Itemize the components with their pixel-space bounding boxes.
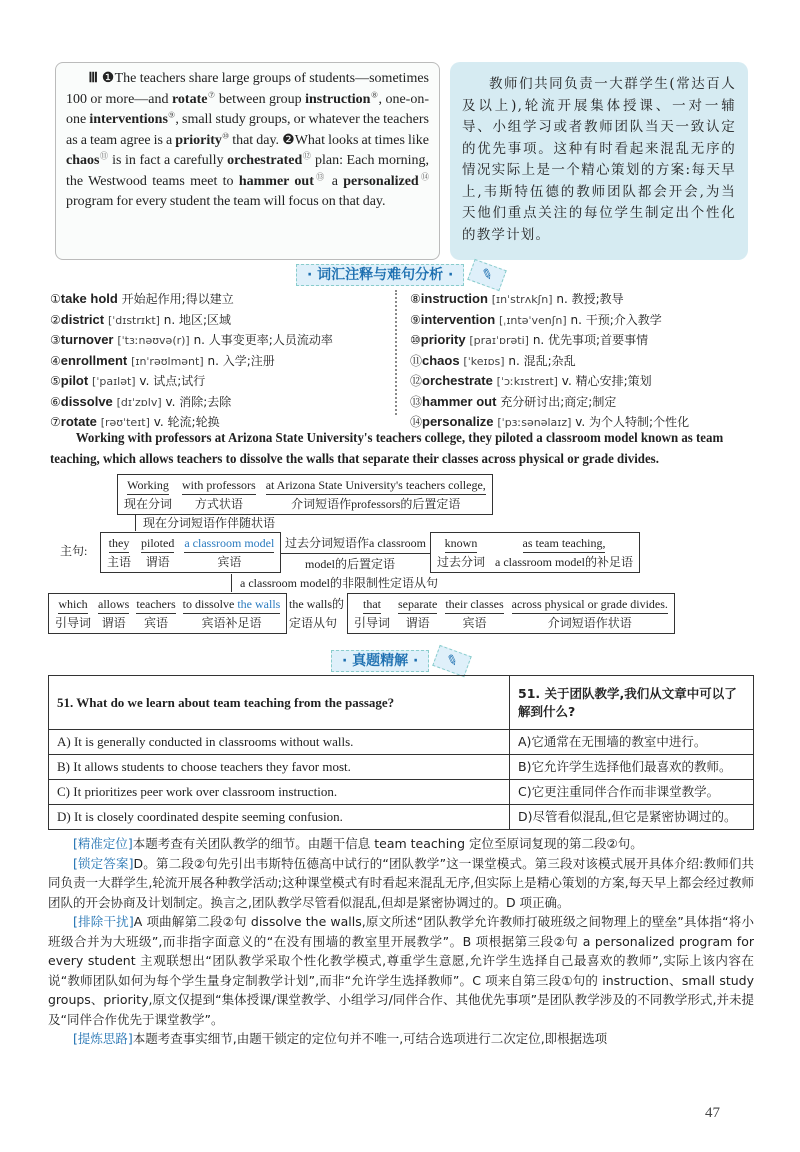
diagram-word-text: piloted <box>141 536 175 550</box>
diagram-cell <box>495 534 633 571</box>
diagram-word-text: across physical or grade divides. <box>511 597 668 611</box>
diagram-cell <box>354 595 390 632</box>
vocab-number: ⑭ <box>410 415 423 429</box>
option-row <box>49 755 754 780</box>
vocab-definition: v. 轮流;轮换 <box>153 415 220 429</box>
diagram-word <box>183 595 281 614</box>
passage-text: between group <box>215 91 306 107</box>
vocab-definition: v. 精心安排;策划 <box>561 374 652 388</box>
vocab-phonetic: [ˈpaɪlət] <box>92 375 136 388</box>
diagram-word-text: allows <box>98 597 130 611</box>
diagram-cell <box>183 595 281 632</box>
diagram-word-text: separate <box>398 597 438 611</box>
translation-text: 教师们共同负责一大群学生(常达百人及以上),轮流开展集体授课、一对一辅导、小组学习或者教师团队当天一致认定的优先事项。这种有时看起来混乱无序的情况实际上是一个精心策划的方案:每天早上,韦斯特伍德的教师团队都会开会,为当天他们重点关注的每位学生制定出个性化的教学计划。 <box>462 76 736 243</box>
option-en: A) It is generally conducted in classrooms without walls. <box>49 730 510 755</box>
diagram-word <box>266 476 486 495</box>
passage-text: a <box>326 173 344 189</box>
vocab-number: ④ <box>50 353 61 368</box>
vocab-word: dissolve <box>60 393 113 409</box>
vocab-word: orchestrate <box>422 373 493 388</box>
diagram-cell <box>182 476 256 513</box>
passage-text: is in fact a carefully <box>108 153 228 168</box>
diagram-word-text: with professors <box>182 478 256 492</box>
diagram-word <box>141 534 174 553</box>
attributive-clause-box <box>347 593 675 634</box>
vocab-definition: n. 入学;注册 <box>207 353 275 368</box>
diagram-word-text: to dissolve <box>182 597 235 611</box>
vocab-phonetic: [ˈdɪstrɪkt] <box>107 313 160 327</box>
vocab-item <box>410 330 755 351</box>
vocab-phonetic: [ˈɔːkɪstreɪt] <box>496 375 558 388</box>
option-row <box>49 730 754 755</box>
diagram-cell <box>136 595 175 632</box>
analysis-text: 本题考查有关团队教学的细节。由题干信息 team teaching 定位至原词复现的第二段②句。 <box>132 836 643 851</box>
chinese-translation <box>450 62 748 260</box>
vocab-number: ⑩ <box>410 333 421 347</box>
diagram-role: 过去分词 <box>437 555 486 569</box>
diagram-word-text: Working <box>127 478 169 492</box>
vocab-definition: 充分研讨出;商定;制定 <box>500 394 617 409</box>
arrow-label: the walls的 <box>289 597 344 611</box>
section-title: · 词汇注释与难句分析 · <box>296 264 464 286</box>
vocab-definition: v. 试点;试行 <box>139 374 206 388</box>
analysis-paragraph <box>48 834 754 854</box>
vocab-item <box>50 371 390 392</box>
arrow-down <box>135 514 136 531</box>
analysis-paragraph <box>48 912 754 1029</box>
vocab-definition: n. 干预;介入教学 <box>570 312 662 327</box>
vocab-word: chaos <box>422 352 460 368</box>
arrow-label: 定语从句 <box>289 616 338 630</box>
english-passage <box>55 62 440 260</box>
analysis-text: A 项曲解第二段②句 dissolve the walls,原文所述“团队教学允许教师打破班级之间物理上的壁垒”具体指“将小班级合并为大班级”,而非指字面意义的“在没有围墙的教室里开展教学”。B 项根据第三段②句 a personalized program for every student 主观联想出“团队教学采取个性化教学模式,尊重学生意愿,允许学生选择自己最喜欢的教师”,实际上该内容在说“教师团队如何为每个学生量身定制教学计划”,而非“允许学生选择教师”。C 项来自第三段①句的 instruction、small study groups、priority,原文仅提到“集体授课/课堂教学、小组学习/同伴合作、其他优先事项”是团队教学涉及的不同教学形式,并未提及“同伴合作优先于课堂教学”。 <box>48 914 754 1027</box>
vocab-phonetic: [ˈkeɪɒs] <box>463 354 505 368</box>
diagram-role: 宾语 <box>462 616 487 630</box>
arrow-label: model的后置定语 <box>305 557 395 571</box>
vocab-phonetic: [rəʊˈteɪt] <box>100 416 150 429</box>
diagram-role: 方式状语 <box>194 497 243 511</box>
analysis-tag: [精准定位] <box>73 836 133 851</box>
diagram-word-text: teachers <box>136 597 176 611</box>
arrow-label: 现在分词短语作伴随状语 <box>143 516 276 530</box>
difficult-sentence: Working with professors at Arizona State University's teachers college, they piloted a classroom model known as team teaching, which allows teachers to dissolve the walls that separate their classes across physical or grade divides. <box>50 431 724 467</box>
passage-text: , one-on-one <box>66 91 429 127</box>
vocab-definition: n. 混乱;杂乱 <box>508 353 576 368</box>
participle-phrase-box <box>117 474 493 515</box>
vocab-number: ⑤ <box>50 374 61 388</box>
vocab-number: ⑪ <box>410 353 423 368</box>
diagram-word-text: as team teaching, <box>522 536 606 550</box>
analysis-text: D。第二段②句先引出韦斯特伍德高中试行的“团队教学”这一课堂模式。第三段对该模式展开具体介绍:教师们共同负责一大群学生,轮流开展各种教学活动;这种课堂模式有时看起来混乱无序,但实际上是精心策划的方案,每天早上都会经过教师团队的开会协商及计划制定。换言之,团队教学尽管看似混乱,但却是紧密协调过的。D 项正确。 <box>48 855 754 910</box>
arrow-up <box>231 574 232 592</box>
diagram-role: 宾语 <box>217 555 242 569</box>
vocab-word: pilot <box>60 373 89 388</box>
diagram-word-text: their classes <box>445 597 504 611</box>
relative-clause-box <box>48 593 287 634</box>
keyword: personalized <box>343 173 419 189</box>
diagram-cell <box>398 595 437 632</box>
diagram-word <box>445 534 478 553</box>
keyword: interventions <box>89 112 168 127</box>
answer-analysis <box>48 834 754 1049</box>
vocab-definition: v. 为个人特制;个性化 <box>575 415 690 429</box>
pen-icon: ✎ <box>433 645 472 677</box>
vocab-word: district <box>60 311 105 327</box>
note-ref: ⑭ <box>418 171 430 181</box>
diagram-cell <box>512 595 668 632</box>
passage-text: What looks at times like <box>294 132 429 148</box>
vocab-word: rotate <box>60 414 97 429</box>
vocab-list-right <box>410 289 755 433</box>
vocab-item <box>50 351 390 372</box>
diagram-role: 谓语 <box>405 616 430 630</box>
vocab-definition: v. 消除;去除 <box>165 394 232 409</box>
diagram-word-text: at Arizona State University's teachers college, <box>265 478 486 492</box>
main-clause-box <box>100 532 281 573</box>
vocab-number: ⑨ <box>410 312 421 327</box>
diagram-role: 介词短语作状语 <box>547 616 632 630</box>
keyword: priority <box>175 132 222 148</box>
main-clause-label: 主句: <box>60 544 88 558</box>
keyword: hammer out <box>238 173 314 189</box>
analysis-tag: [提炼思路] <box>73 1031 133 1046</box>
diagram-role: 谓语 <box>145 555 170 569</box>
divider <box>395 290 401 415</box>
question-row <box>49 676 754 730</box>
vocab-item <box>410 351 755 372</box>
option-en: C) It prioritizes peer work over classroom instruction. <box>49 780 510 805</box>
diagram-word <box>363 595 381 614</box>
diagram-role: 引导词 <box>354 616 391 630</box>
question-en: 51. What do we learn about team teaching from the passage? <box>49 676 510 730</box>
vocab-list-left <box>50 289 390 433</box>
vocab-definition: n. 优先事项;首要事情 <box>532 333 649 347</box>
option-row <box>49 780 754 805</box>
vocab-item <box>410 289 755 310</box>
vocab-phonetic: [ˌɪntəˈvenʃn] <box>499 313 567 327</box>
analysis-tag: [锁定答案] <box>73 855 134 871</box>
option-zh: A)它通常在无围墙的教室中进行。 <box>510 730 754 755</box>
option-row <box>49 805 754 830</box>
paragraph-mark: Ⅲ <box>88 71 99 86</box>
analysis-tag: [排除干扰] <box>73 914 134 929</box>
diagram-word-text: they <box>108 536 130 550</box>
past-participle-box <box>430 532 640 573</box>
diagram-word-text: a classroom model <box>184 536 275 550</box>
vocab-item <box>410 310 755 331</box>
vocab-definition: n. 教授;教导 <box>556 292 624 306</box>
sentence-mark: ❷ <box>282 132 295 148</box>
arrow-left <box>281 553 430 554</box>
vocab-word: enrollment <box>60 352 128 368</box>
vocab-item <box>50 392 390 413</box>
diagram-word <box>136 595 175 614</box>
diagram-role: 引导词 <box>55 616 92 630</box>
question-zh: 51. 关于团队教学,我们从文章中可以了解到什么? <box>510 676 754 730</box>
diagram-word <box>398 595 437 614</box>
keyword: rotate <box>171 91 208 107</box>
vocab-phonetic: [ˈpɜːsənəlaɪz] <box>497 416 572 429</box>
diagram-word-highlight: the walls <box>237 597 281 611</box>
passage-text: , small study groups, or whatever the teachers as a team agree is a <box>66 112 429 148</box>
vocab-phonetic: [ɪnˈstrʌkʃn] <box>491 293 553 306</box>
sentence-mark: ❶ <box>101 71 115 86</box>
diagram-role: a classroom model的补足语 <box>495 555 633 569</box>
pen-icon: ✎ <box>468 259 507 291</box>
diagram-word <box>512 595 668 614</box>
note-ref: ⑩ <box>221 130 230 140</box>
vocab-word: hammer out <box>422 393 497 409</box>
diagram-role: 介词短语作professors的后置定语 <box>291 497 461 511</box>
vocab-word: intervention <box>420 311 496 327</box>
diagram-word-text: that <box>363 597 381 611</box>
vocab-word: personalize <box>422 414 494 429</box>
passage-text: The teachers share large groups of students—sometimes 100 or more—and <box>66 71 429 107</box>
option-zh: C)它更注重同伴合作而非课堂教学。 <box>510 780 754 805</box>
passage-text: program for every student the team will focus on that day. <box>66 194 386 209</box>
page-number: 47 <box>705 1105 720 1121</box>
vocab-phonetic: [dɪˈzɒlv] <box>116 395 162 409</box>
diagram-cell <box>124 476 172 513</box>
arrow-label: a classroom model的非限制性定语从句 <box>240 576 438 590</box>
diagram-word-text: which <box>58 597 88 611</box>
vocab-phonetic: [praɪˈɒrəti] <box>469 334 529 347</box>
diagram-word <box>58 595 87 614</box>
diagram-word <box>98 595 129 614</box>
question-table <box>48 675 754 830</box>
note-ref: ⑧ <box>370 89 379 99</box>
diagram-cell <box>98 595 129 632</box>
section-title: · 真题精解 · <box>331 650 429 672</box>
diagram-word <box>109 534 130 553</box>
diagram-cell <box>107 534 131 571</box>
diagram-word <box>127 476 169 495</box>
vocab-word: priority <box>420 332 466 347</box>
vocab-number: ⑥ <box>50 394 61 409</box>
vocab-number: ⑦ <box>50 415 61 429</box>
vocab-definition: 开始起作用;得以建立 <box>121 292 234 306</box>
exam-section-header <box>0 650 800 672</box>
analysis-text: 本题考查事实细节,由题干锁定的定位句并不唯一,可结合选项进行二次定位,即根据选项 <box>132 1031 608 1046</box>
vocab-definition: n. 地区;区域 <box>163 312 232 327</box>
arrow-label: 过去分词短语作a classroom <box>285 536 426 550</box>
diagram-cell <box>445 595 503 632</box>
diagram-role: 现在分词 <box>124 497 173 511</box>
diagram-cell <box>437 534 485 571</box>
vocab-item <box>50 310 390 331</box>
vocab-number: ② <box>50 312 61 327</box>
note-ref: ⑬ <box>313 171 327 181</box>
vocab-number: ⑫ <box>410 374 423 388</box>
note-ref: ⑫ <box>302 151 312 161</box>
diagram-role: 宾语补足语 <box>201 616 262 630</box>
vocab-phonetic: [ˈtɜːnəʊvə(r)] <box>117 334 190 347</box>
keyword: orchestrated <box>227 153 303 168</box>
vocab-number: ⑬ <box>410 394 423 409</box>
option-zh: D)尽管看似混乱,但它是紧密协调过的。 <box>510 805 754 830</box>
diagram-word <box>184 534 274 553</box>
vocab-word: turnover <box>60 332 114 347</box>
vocab-section-header <box>0 264 800 286</box>
diagram-word <box>523 534 606 553</box>
diagram-role: 主语 <box>107 555 132 569</box>
diagram-word-text: known <box>444 536 478 550</box>
analysis-paragraph <box>48 1029 754 1049</box>
diagram-word <box>182 476 256 495</box>
vocab-item <box>410 371 755 392</box>
note-ref: ⑦ <box>207 89 216 99</box>
vocab-word: instruction <box>420 291 488 306</box>
vocab-number: ③ <box>50 333 61 347</box>
note-ref: ⑨ <box>167 110 176 120</box>
note-ref: ⑪ <box>99 151 109 161</box>
option-zh: B)它允许学生选择他们最喜欢的教师。 <box>510 755 754 780</box>
diagram-role: 谓语 <box>101 616 126 630</box>
vocab-definition: n. 人事变更率;人员流动率 <box>193 333 333 347</box>
passage-text: plan: Each morning, the Westwood teams meet to <box>66 153 430 189</box>
option-en: B) It allows students to choose teachers they favor most. <box>49 755 510 780</box>
analysis-paragraph <box>48 854 754 913</box>
diagram-word <box>445 595 503 614</box>
diagram-role: 宾语 <box>144 616 169 630</box>
diagram-cell <box>141 534 174 571</box>
diagram-cell <box>266 476 486 513</box>
keyword: instruction <box>305 91 371 107</box>
vocab-number: ① <box>50 292 61 306</box>
vocab-word: take hold <box>60 291 118 306</box>
vocab-item <box>410 392 755 413</box>
vocab-phonetic: [ɪnˈrəʊlmənt] <box>131 354 204 368</box>
vocab-number: ⑧ <box>410 292 421 306</box>
diagram-cell <box>55 595 91 632</box>
vocab-item <box>50 330 390 351</box>
vocab-item <box>50 289 390 310</box>
passage-text: that day. <box>229 132 283 148</box>
keyword: chaos <box>66 153 100 168</box>
option-en: D) It is closely coordinated despite seeming confusion. <box>49 805 510 830</box>
diagram-cell <box>184 534 274 571</box>
